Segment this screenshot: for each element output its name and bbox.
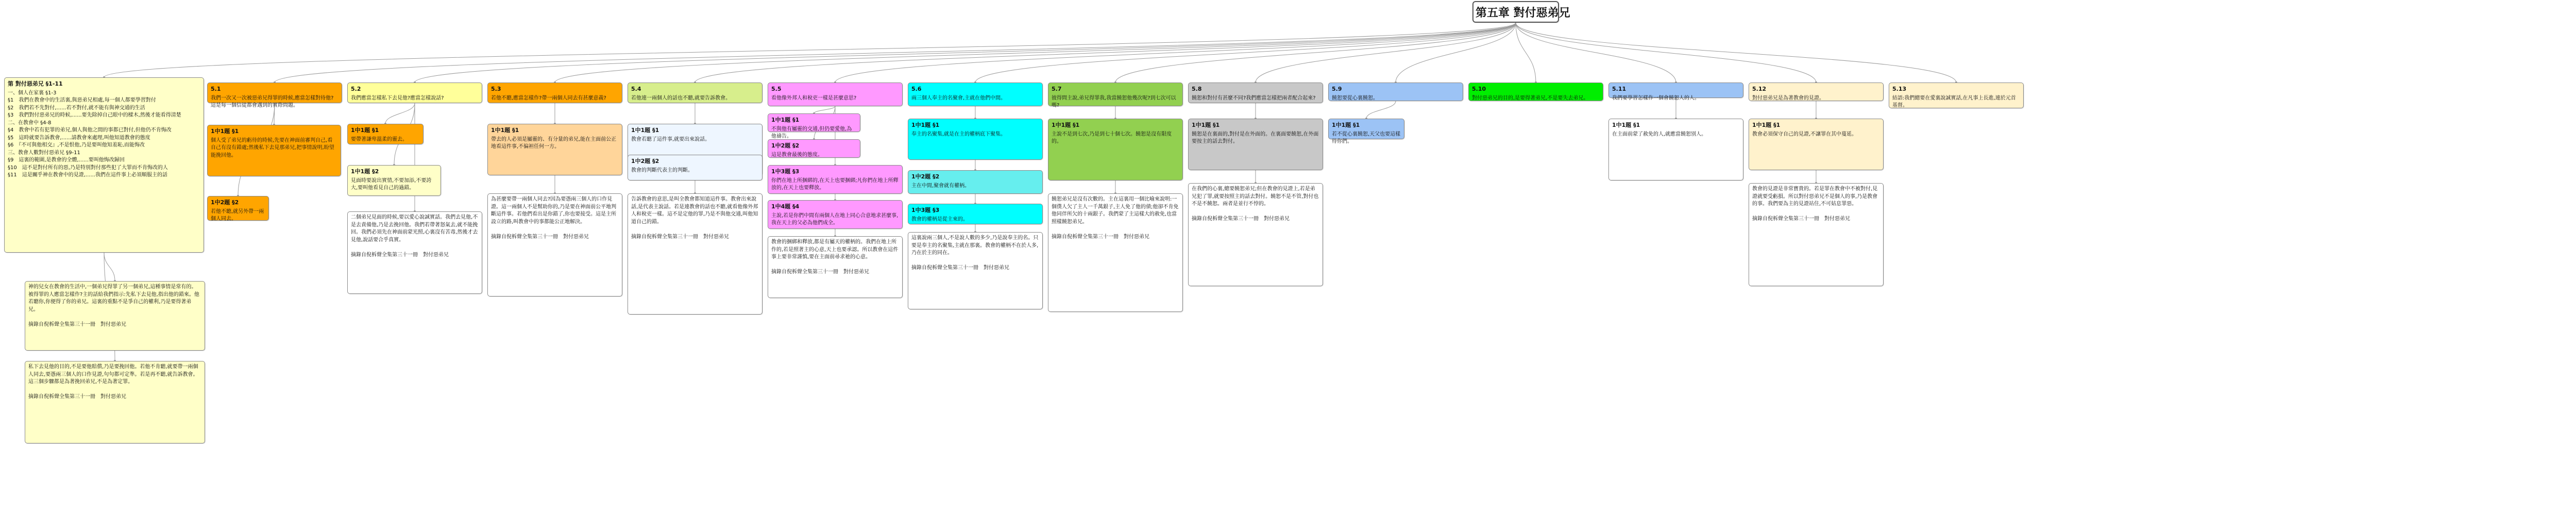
topic-label: 5.9 <box>1332 86 1342 92</box>
topic-node-b6b[interactable] <box>908 170 1043 194</box>
topic-node-b4n1[interactable] <box>628 193 762 315</box>
topic-text: 二個弟兄見面的時候,要以愛心說誠實話。我們去見他,不是去責備他,乃是去挽回他。我們若帶著怒氣去,就不能挽回。我們必須先在神面前蒙光照,心裏沒有苦毒,然後才去見他,說話要合乎真實。 摘錄自倪柝聲全集第三十一冊 對付惡弟兄 <box>351 215 478 258</box>
topic-text: 帶去的人必須是屬靈的、有分量的弟兄,能在主面前公正地看這件事,不偏袒任何一方。 <box>491 136 617 150</box>
topic-text: 若他連一兩個人的話也不聽,就要告訴教會。 <box>631 95 731 101</box>
topic-node-b13[interactable] <box>1889 83 2024 108</box>
topic-node-b1n2[interactable] <box>25 361 205 443</box>
topic-label: 1中2題 §2 <box>211 199 239 206</box>
topic-label: 5.10 <box>1472 86 1486 92</box>
topic-node-b3n1[interactable] <box>487 193 622 297</box>
connector-line <box>1115 23 1516 83</box>
topic-text: 饒恕弟兄是沒有次數的。主在這裏用一個比喻來說明:一個僕人欠了主人一千萬銀子,主人免了他的債;他卻不肯免他同伴所欠的十兩銀子。我們蒙了主這樣大的赦免,也當照樣饒恕弟兄。 摘錄自倪柝聲全集第三十一冊 對付惡弟兄 <box>1052 196 1179 240</box>
topic-node-b5d[interactable] <box>768 200 903 229</box>
connector-line <box>555 23 1516 83</box>
topic-label: 1中1題 §1 <box>911 122 940 128</box>
topic-node-b7[interactable] <box>1048 83 1183 109</box>
topic-node-b1b[interactable] <box>207 196 269 221</box>
topic-node-b12[interactable] <box>1749 83 1884 101</box>
topic-node-b10[interactable] <box>1468 83 1603 101</box>
topic-node-b5b[interactable] <box>768 139 860 158</box>
connector-line <box>695 23 1516 83</box>
topic-label: 1中1題 §1 <box>1752 122 1781 128</box>
topic-text: 見面時要說出實情,不要加添,不要誇大,要叫他看見自己的過錯。 <box>351 177 432 191</box>
topic-node-b5[interactable] <box>768 83 903 106</box>
topic-node-b2n1[interactable] <box>347 211 482 294</box>
topic-node-b1n1[interactable] <box>25 281 205 351</box>
topic-label: 5.4 <box>631 86 641 92</box>
topic-label: 5.12 <box>1752 86 1767 92</box>
root-title[interactable] <box>1472 1 1570 23</box>
topic-label: 5.6 <box>911 86 922 92</box>
topic-node-b6[interactable] <box>908 83 1043 106</box>
topic-text: 為甚麼要帶一兩個人同去?因為要憑兩三個人的口作見證。這一兩個人不是幫助你的,乃是要在神面前公平地判斷這件事。若他們看出是你錯了,你也要接受。這是主所設立的路,叫教會中的事都能公正地解決。 摘錄自倪柝聲全集第三十一冊 對付惡弟兄 <box>491 196 617 240</box>
topic-label: 1中2題 §2 <box>911 173 940 180</box>
topic-text: 我們應當怎樣私下去見他?應當怎樣說話? <box>351 95 444 101</box>
topic-node-b2b[interactable] <box>347 165 441 196</box>
topic-label: 1中1題 §1 <box>351 127 379 134</box>
topic-text: 一、個人在家裏 §1-3 §1 我們在教會中的生活裏,與惡弟兄相處,每一個人都要學習對付 §2 我們若不先對付,......若不對付,就不能有與神交通的生活 §3 我們對付惡弟兄的時候,......要先除掉自己眼中的樑木,然後才能看得清楚 二、在教會中 §4-8 §4 教會中若有犯罪的弟兄,個人與他之間的事都已對付,但他仍不肯悔改 §5 這時就要告訴教會,......請教會來處理,叫他知道教會的態度 §6 『不可與他相交』,不是恨他,乃是要叫他知羞恥,而能悔改 三、教會人數對付惡弟兄 §9-11 §9 這裏的範圍,是教會的全體,......要叫他悔改歸回 §10 這不是對付所有的惡,乃是特別對付那些犯了大罪而不肯悔改的人 §11 這是關乎神在教會中的見證,......我們在這件事上必須順服主的話 <box>8 90 181 178</box>
connector-line <box>1256 23 1516 83</box>
topic-text: 對付惡弟兄是為著教會的見證。 <box>1752 95 1824 101</box>
topic-text: 告訴教會的意思,是叫全教會都知道這件事。教會出來說話,是代表主說話。若是連教會的話也不聽,就看他像外邦人和稅吏一樣。這不是定他的罪,乃是不與他交通,叫他知道自己的錯。 摘錄自倪柝聲全集第三十一冊 對付惡弟兄 <box>631 196 758 240</box>
topic-text: 若他不聽,應當怎樣作?帶一兩個人同去有甚麼意義? <box>491 95 606 101</box>
topic-node-b4b[interactable] <box>628 155 762 180</box>
topic-node-b11[interactable] <box>1608 83 1743 101</box>
topic-text: 這裏說兩三個人,不是說人數的多少,乃是說奉主的名。只要是奉主的名聚集,主就在那裏。教會的權柄不在於人多,乃在於主的同在。 摘錄自倪柝聲全集第三十一冊 對付惡弟兄 <box>911 235 1039 271</box>
topic-node-b2[interactable] <box>347 83 482 103</box>
connector-line <box>104 253 115 281</box>
topic-node-b7a[interactable] <box>1048 119 1183 180</box>
topic-node-b5n1[interactable] <box>768 236 903 298</box>
topic-node-b11a[interactable] <box>1608 119 1743 180</box>
topic-label: 5.7 <box>1052 86 1062 92</box>
topic-label: 第 對付惡弟兄 §1-11 <box>8 80 63 87</box>
topic-label: 1中1題 §1 <box>771 117 800 123</box>
topic-text: 這是教會最後的態度。 <box>771 152 823 158</box>
connector-line <box>814 106 835 113</box>
topic-node-overview[interactable] <box>4 77 204 253</box>
topic-text: 我們一次又一次被惡弟兄得罪的時候,應當怎樣對待他?這是每一個信徒都會遇到的實際問題。 <box>211 95 334 109</box>
topic-text: 私下去見他的目的,不是要他賠償,乃是要挽回他。若他不肯聽,就要帶一兩個人同去,要憑兩三個人的口作見證,句句都可定準。若是再不聽,就告訴教會。這三個步驟都是為著挽回弟兄,不是為著定罪。 摘錄自倪柝聲全集第三十一冊 對付惡弟兄 <box>28 364 198 400</box>
topic-text: 要帶著謙卑溫柔的靈去。 <box>351 136 408 142</box>
topic-label: 5.2 <box>351 86 361 92</box>
topic-text: 個人受了弟兄的虧待的時候,先要在神面前審判自己,看自己有沒有錯處;然後私下去見那弟兄,把事情說明,盼望能挽回他。 <box>211 137 334 158</box>
topic-text: 奉主的名聚集,就是在主的權柄底下聚集。 <box>911 131 1006 137</box>
topic-text: 你們在地上所捆綁的,在天上也要捆綁;凡你們在地上所釋放的,在天上也要釋放。 <box>771 177 899 191</box>
topic-text: 若不從心裏饒恕,天父也要這樣待你們。 <box>1332 131 1401 145</box>
topic-node-b12a[interactable] <box>1749 119 1884 170</box>
topic-node-b7n1[interactable] <box>1048 193 1183 312</box>
topic-text: 教會的見證是非常寶貴的。若是罪在教會中不被對付,見證就要受虧損。所以對付惡弟兄不是個人的事,乃是教會的事。我們要為主的見證站住,不可姑息罪惡。 摘錄自倪柝聲全集第三十一冊 對付惡弟兄 <box>1752 186 1878 222</box>
topic-label: 5.8 <box>1192 86 1202 92</box>
topic-label: 5.3 <box>491 86 501 92</box>
topic-label: 5.13 <box>1892 86 1907 92</box>
connector-line <box>104 23 1516 77</box>
topic-text: 教會若聽了這件事,就要出來說話。 <box>631 136 710 142</box>
topic-node-b3a[interactable] <box>487 124 622 175</box>
topic-node-b8[interactable] <box>1188 83 1323 103</box>
connector-line <box>1516 23 1536 83</box>
topic-node-b6a[interactable] <box>908 119 1043 160</box>
topic-node-b5c[interactable] <box>768 165 903 194</box>
topic-node-b3[interactable] <box>487 83 622 103</box>
topic-text: 主說不是到七次,乃是到七十個七次。饒恕是沒有限度的。 <box>1052 131 1172 145</box>
topic-text: 教會的判斷代表主的判斷。 <box>631 167 693 173</box>
root-title-text: 第五章 對付惡弟兄 <box>1476 6 1570 20</box>
topic-text: 神的兒女在教會的生活中,一個弟兄得罪了另一個弟兄,這種事情是常有的。被得罪的人應當怎樣作?主的話給我們指示:先私下去見他,指出他的錯來。他若聽你,你便得了你的弟兄。這裏的重點不是爭自己的權利,乃是要得著弟兄。 摘錄自倪柝聲全集第三十一冊 對付惡弟兄 <box>28 284 199 327</box>
topic-node-b5a[interactable] <box>768 113 860 140</box>
topic-text: 兩三個人奉主的名聚會,主就在他們中間。 <box>911 95 1006 101</box>
topic-node-b4[interactable] <box>628 83 762 103</box>
topic-label: 5.11 <box>1612 86 1626 92</box>
topic-node-b9[interactable] <box>1328 83 1463 101</box>
topic-node-b12n1[interactable] <box>1749 183 1884 286</box>
topic-text: 教會的權柄是從主來的。 <box>911 216 968 222</box>
topic-text: 饒恕和對付有甚麼不同?我們應當怎樣把兩者配合起來? <box>1192 95 1316 101</box>
connector-line <box>1366 101 1396 119</box>
connector-line <box>385 103 415 124</box>
topic-text: 看他像外邦人和稅吏一樣是甚麼意思? <box>771 95 857 101</box>
topic-label: 1中2題 §2 <box>631 158 659 164</box>
topic-label: 1中1題 §2 <box>351 168 379 175</box>
topic-text: 對付惡弟兄的目的,是要得著弟兄,不是要失去弟兄。 <box>1472 95 1589 101</box>
topic-text: 不與他有屬靈的交通,但仍要愛他,為他禱告。 <box>771 126 852 140</box>
topic-text: 我們要學習怎樣作一個會饒恕人的人。 <box>1612 95 1700 101</box>
topic-label: 1中1題 §1 <box>1332 122 1360 128</box>
topic-label: 1中4題 §4 <box>771 203 800 210</box>
topic-label: 1中3題 §3 <box>911 207 940 213</box>
connector-line <box>275 23 1516 83</box>
topic-node-b8a[interactable] <box>1188 119 1323 170</box>
topic-text: 在主面前蒙了赦免的人,就應當饒恕別人。 <box>1612 131 1707 137</box>
topic-node-b2a[interactable] <box>347 124 423 144</box>
topic-label: 1中1題 §1 <box>1192 122 1220 128</box>
topic-text: 教會的捆綁和釋放,都是有屬天的權柄的。我們在地上所作的,若是照著主的心意,天上也要承認。所以教會在這件事上要非常謹慎,要在主面前尋求祂的心意。 摘錄自倪柝聲全集第三十一冊 對付惡弟兄 <box>771 239 899 275</box>
topic-label: 1中2題 §2 <box>771 142 800 149</box>
connector-line <box>975 23 1516 83</box>
topic-label: 5.1 <box>211 86 221 92</box>
topic-node-b1[interactable] <box>207 83 342 109</box>
topic-label: 1中1題 §1 <box>631 127 659 134</box>
topic-label: 1中1題 §1 <box>491 127 519 134</box>
topic-node-b1a[interactable] <box>207 125 341 176</box>
topic-text: 在我們的心裏,總要饒恕弟兄;但在教會的見證上,若是弟兄犯了罪,就要按照主的話去對付。饒恕不是不管,對付也不是不饒恕。兩者是並行不悖的。 摘錄自倪柝聲全集第三十一冊 對付惡弟兄 <box>1192 186 1319 222</box>
connector-line <box>1516 23 1816 83</box>
topic-node-b9a[interactable] <box>1328 119 1404 145</box>
connector-line <box>1516 23 1956 83</box>
topic-label: 1中1題 §1 <box>211 128 239 135</box>
topic-node-b6n1[interactable] <box>908 232 1043 309</box>
topic-label: 1中1題 §1 <box>1052 122 1080 128</box>
topic-text: 若他不聽,就另外帶一兩個人同去。 <box>211 208 264 222</box>
connector-line <box>415 23 1516 83</box>
connector-line <box>1396 23 1516 83</box>
topic-node-b6c[interactable] <box>908 204 1043 224</box>
topic-node-b8n1[interactable] <box>1188 183 1323 286</box>
topic-text: 教會必須保守自己的見證,不讓罪在其中蔓延。 <box>1752 131 1857 137</box>
topic-text: 結語:我們總要在愛裏說誠實話,在凡事上長進,連於元首基督。 <box>1892 95 2016 109</box>
connector-line <box>835 23 1516 83</box>
topic-text: 彼得問主說,弟兄得罪我,我當饒恕他幾次呢?到七次可以嗎? <box>1052 95 1176 109</box>
topic-label: 5.5 <box>771 86 782 92</box>
topic-text: 主在中間,聚會就有權柄。 <box>911 183 970 189</box>
topic-label: 1中3題 §3 <box>771 168 800 175</box>
topic-text: 主說,若是你們中間有兩個人在地上同心合意地求甚麼事,我在天上的父必為他們成全。 <box>771 212 899 226</box>
topic-label: 1中1題 §1 <box>1612 122 1640 128</box>
connector-line <box>1516 23 1676 83</box>
topic-text: 饒恕是在裏面的,對付是在外面的。在裏面要饒恕,在外面要按主的話去對付。 <box>1192 131 1319 145</box>
topic-text: 饒恕要從心裏饒恕。 <box>1332 95 1378 101</box>
